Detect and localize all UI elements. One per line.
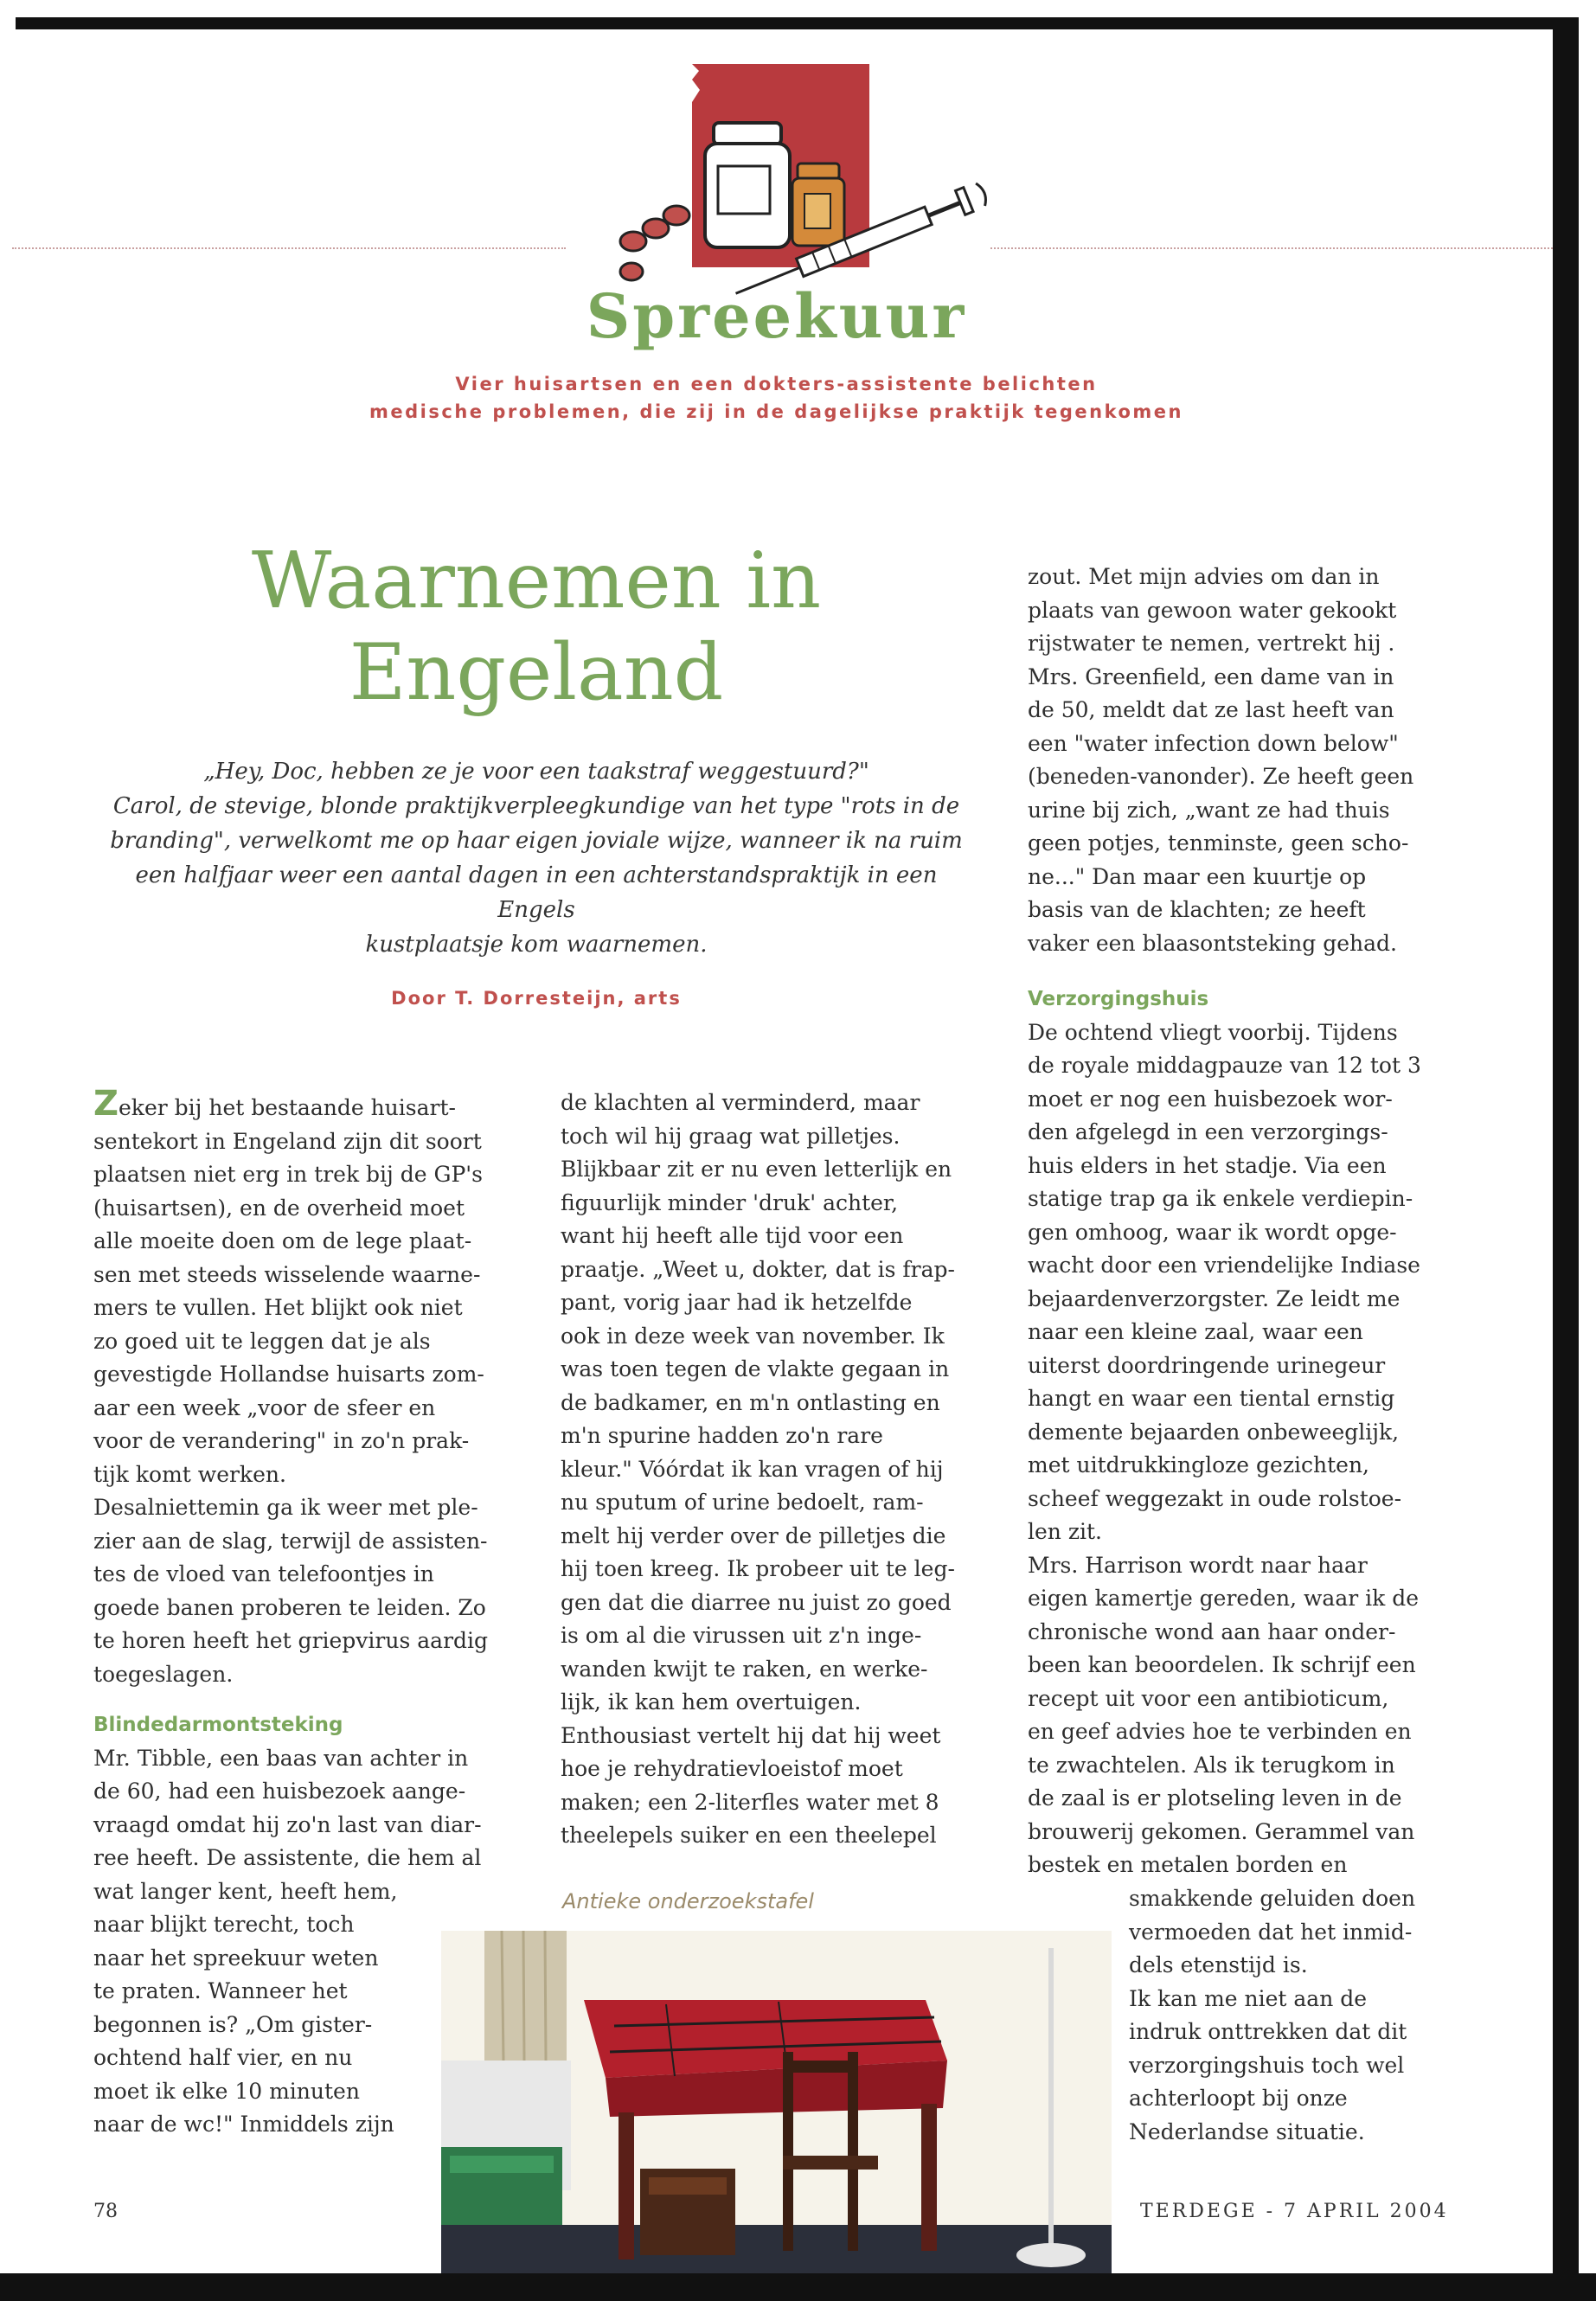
text-line: Desalniettemin ga ik weer met ple- [93,1495,478,1520]
text-line: maken; een 2-literfles water met 8 [561,1789,939,1815]
text-line: dels etenstijd is. [1129,1952,1308,1977]
text-line [93,1086,543,1125]
text-line: smakkende geluiden doen [1129,1886,1416,1911]
text-line: ne..." Dan maar een kuurtje op [1028,863,1367,889]
text-line: zout. Met mijn advies om dan in [1028,564,1380,589]
text-line: len zit. [1028,1519,1102,1544]
page-border-bottom [0,2273,1596,2301]
text-line: been kan beoordelen. Ik schrijf een [1028,1652,1416,1677]
text-line: kleur." Vóórdat ik kan vragen of hij [561,1456,944,1482]
text-line: (huisartsen), en de overheid moet [93,1195,465,1221]
text-line: Mrs. Greenfield, een dame van in [1028,663,1394,689]
text-line: (beneden-vanonder). Ze heeft geen [1028,764,1414,789]
paragraph [1028,1016,1460,1549]
subheading-blindedarmontsteking: Blindedarmontsteking [93,1714,343,1736]
text-line: basis van de klachten; ze heeft [1028,897,1366,922]
text-line: was toen tegen de vlakte gegaan in [561,1356,950,1381]
text-line: de 60, had een huisbezoek aange- [93,1779,466,1804]
text-line: geen potjes, tenminste, geen scho- [1028,830,1409,856]
text-line: Mrs. Harrison wordt naar haar [1028,1552,1368,1578]
dotted-rule-left [12,247,566,249]
text-line: zier aan de slag, terwijl de assisten- [93,1528,488,1554]
magazine-page [0,29,1553,2273]
text-line: tes de vloed van telefoontjes in [93,1561,434,1586]
subheading-verzorgingshuis: Verzorgingshuis [1028,988,1209,1010]
text-line: chronische wond aan haar onder- [1028,1618,1396,1644]
text-line: achterloopt bij onze [1129,2086,1348,2111]
text-line: Mr. Tibble, een baas van achter in [93,1745,469,1771]
paragraph [93,1491,543,1691]
drop-cap: Z [93,1084,119,1124]
text-line: ree heeft. De assistente, die hem al [93,1845,482,1870]
text-line: de 50, meldt dat ze last heeft van [1028,697,1394,722]
lead-line: een halfjaar weer een aantal dagen in een achterstandspraktijk in een Engels [135,862,938,923]
text-line: urine bij zich, „want ze had thuis [1028,797,1390,823]
text-line: sentekort in Engeland zijn dit soort [93,1128,482,1154]
text-line-rest: eker bij het bestaande huisart- [119,1095,456,1120]
text-line: Blijkbaar zit er nu even letterlijk en [561,1157,952,1182]
article-column-3 [1028,561,1460,1882]
headline-line: Waarnemen in [251,535,822,626]
byline: Door T. Dorresteijn, arts [391,988,682,1009]
text-line: Nederlandse situatie. [1129,2118,1365,2144]
lead-line: kustplaatsje kom waarnemen. [365,932,708,958]
text-line: uiterst doordringende urinegeur [1028,1352,1386,1378]
text-line: Enthousiast vertelt hij dat hij weet [561,1722,941,1748]
text-line: de klachten al verminderd, maar [561,1090,920,1115]
text-line: eigen kamertje gereden, waar ik de [1028,1586,1420,1611]
page-border-right [1553,17,1579,2284]
publication-footer: TERDEGE - 7 APRIL 2004 [1140,2201,1449,2222]
text-line: pant, vorig jaar had ik hetzelfde [561,1290,913,1315]
text-line: gen omhoog, waar ik wordt opge- [1028,1219,1397,1245]
text-line: demente bejaarden onbeweeglijk, [1028,1419,1400,1445]
headline-line: Engeland [349,627,724,718]
lead-line: „Hey, Doc, hebben ze je voor een taakstraf weggestuurd?" [203,759,869,785]
text-line: m'n spurine hadden zo'n rare [561,1423,883,1448]
text-line: figuurlijk minder 'druk' achter, [561,1189,899,1215]
text-line: de zaal is er plotseling leven in de [1028,1785,1402,1811]
section-subtitle [173,370,1380,426]
page-number: 78 [93,2201,118,2222]
article-column-3-tail [1129,1882,1475,2149]
text-line: moet ik elke 10 minuten [93,2078,360,2104]
text-line: ochtend half vier, en nu [93,2045,353,2070]
text-line: brouwerij gekomen. Gerammel van [1028,1818,1415,1844]
text-line: nu sputum of urine bedoelt, ram- [561,1490,924,1515]
paragraph [561,1086,993,1720]
text-line: indruk onttrekken dat dit [1129,2019,1407,2044]
text-line: naar de wc!" Inmiddels zijn [93,2112,394,2137]
text-line: te zwachtelen. Als ik terugkom in [1028,1752,1395,1778]
text-line: vaker een blaasontsteking gehad. [1028,930,1397,956]
text-line: hoe je rehydratievloeistof moet [561,1756,903,1781]
text-line: moet er nog een huisbezoek wor- [1028,1086,1393,1112]
lead-line: branding", verwelkomt me op haar eigen joviale wijze, wanneer ik na ruim [110,828,963,854]
section-subtitle-line: medische problemen, die zij in de dagelijkse praktijk tegenkomen [369,401,1183,422]
text-line: want hij heeft alle tijd voor een [561,1223,904,1248]
medicine-bottle-syringe-logo [597,64,1029,298]
text-line: naar het spreekuur weten [93,1945,379,1971]
article-headline [121,535,952,719]
text-line: gen dat die diarree nu juist zo goed [561,1589,952,1615]
text-line: recept uit voor een antibioticum, [1028,1685,1389,1711]
text-line: melt hij verder over de pilletjes die [561,1522,946,1548]
text-line: praatje. „Weet u, dokter, dat is frap- [561,1256,955,1282]
text-line: theelepels suiker en een theelepel [561,1823,937,1848]
text-line: alle moeite doen om de lege plaat- [93,1228,472,1253]
examination-table-photo [441,1931,1112,2280]
paragraph [93,1086,543,1491]
text-line: bejaardenverzorgster. Ze leidt me [1028,1285,1401,1311]
text-line: vermoeden dat het inmid- [1129,1919,1413,1945]
paragraph [1028,1549,1460,1882]
text-line: plaatsen niet erg in trek bij de GP's [93,1162,483,1187]
text-line: hij toen kreeg. Ik probeer uit te leg- [561,1556,955,1581]
text-line: goede banen proberen te leiden. Zo [93,1594,486,1620]
text-line: met uitdrukkingloze gezichten, [1028,1452,1370,1477]
text-line: huis elders in het stadje. Via een [1028,1152,1387,1178]
article-lead [95,754,977,962]
paragraph [1028,561,1460,960]
text-line: scheef weggezakt in oude rolstoe- [1028,1485,1402,1511]
text-line: vraagd omdat hij zo'n last van diar- [93,1811,482,1837]
text-line: te praten. Wanneer het [93,1978,348,2003]
text-line: wacht door een vriendelijke Indiase [1028,1253,1420,1278]
text-line: toegeslagen. [93,1661,234,1687]
section-subtitle-line: Vier huisartsen en een dokters-assistente belichten [455,374,1098,394]
text-line: naar een kleine zaal, waar een [1028,1319,1363,1344]
lead-line: Carol, de stevige, blonde praktijkverpleegkundige van het type "rots in de [112,793,960,819]
page-border-top [16,17,1564,29]
text-line: te horen heeft het griepvirus aardig [93,1628,489,1653]
text-line: wanden kwijt te raken, en werke- [561,1656,928,1682]
text-line: voor de verandering" in zo'n prak- [93,1428,470,1453]
paragraph [1129,1983,1475,2150]
text-line: statige trap ga ik enkele verdiepin- [1028,1186,1413,1211]
text-line: tijk komt werken. [93,1461,286,1487]
text-line: de badkamer, en m'n ontlasting en [561,1389,940,1415]
text-line: gevestigde Hollandse huisarts zom- [93,1362,484,1387]
text-line: bestek en metalen borden en [1028,1852,1348,1877]
section-title: Spreekuur [586,280,967,352]
text-line: begonnen is? „Om gister- [93,2011,373,2037]
text-line: een "water infection down below" [1028,730,1399,756]
text-line: rijstwater te nemen, vertrekt hij . [1028,631,1395,656]
paragraph [561,1720,993,1853]
text-line: en geef advies hoe te verbinden en [1028,1719,1412,1744]
text-line: wat langer kent, heeft hem, [93,1878,398,1904]
text-line: mers te vullen. Het blijkt ook niet [93,1295,463,1320]
paragraph [1129,1882,1475,1983]
text-line: lijk, ik kan hem overtuigen. [561,1689,862,1715]
text-line: toch wil hij graag wat pilletjes. [561,1123,901,1149]
dotted-rule-right [990,247,1553,249]
text-line: is om al die virussen uit z'n inge- [561,1623,922,1648]
text-line: sen met steeds wisselende waarne- [93,1261,481,1287]
text-line: zo goed uit te leggen dat je als [93,1328,431,1354]
text-line: De ochtend vliegt voorbij. Tijdens [1028,1019,1398,1045]
text-line: den afgelegd in een verzorgings- [1028,1119,1388,1144]
photo-caption: Antieke onderzoekstafel [562,1889,814,1913]
text-line: verzorgingshuis toch wel [1129,2052,1405,2078]
text-line: plaats van gewoon water gekookt [1028,597,1397,623]
text-line: aar een week „voor de sfeer en [93,1394,436,1420]
text-line: ook in deze week van november. Ik [561,1323,945,1349]
text-line: naar blijkt terecht, toch [93,1912,355,1937]
text-line: Ik kan me niet aan de [1129,1985,1368,2011]
text-line: hangt en waar een tiental ernstig [1028,1386,1395,1411]
article-column-2 [561,1086,993,1853]
text-line: de royale middagpauze van 12 tot 3 [1028,1053,1421,1078]
